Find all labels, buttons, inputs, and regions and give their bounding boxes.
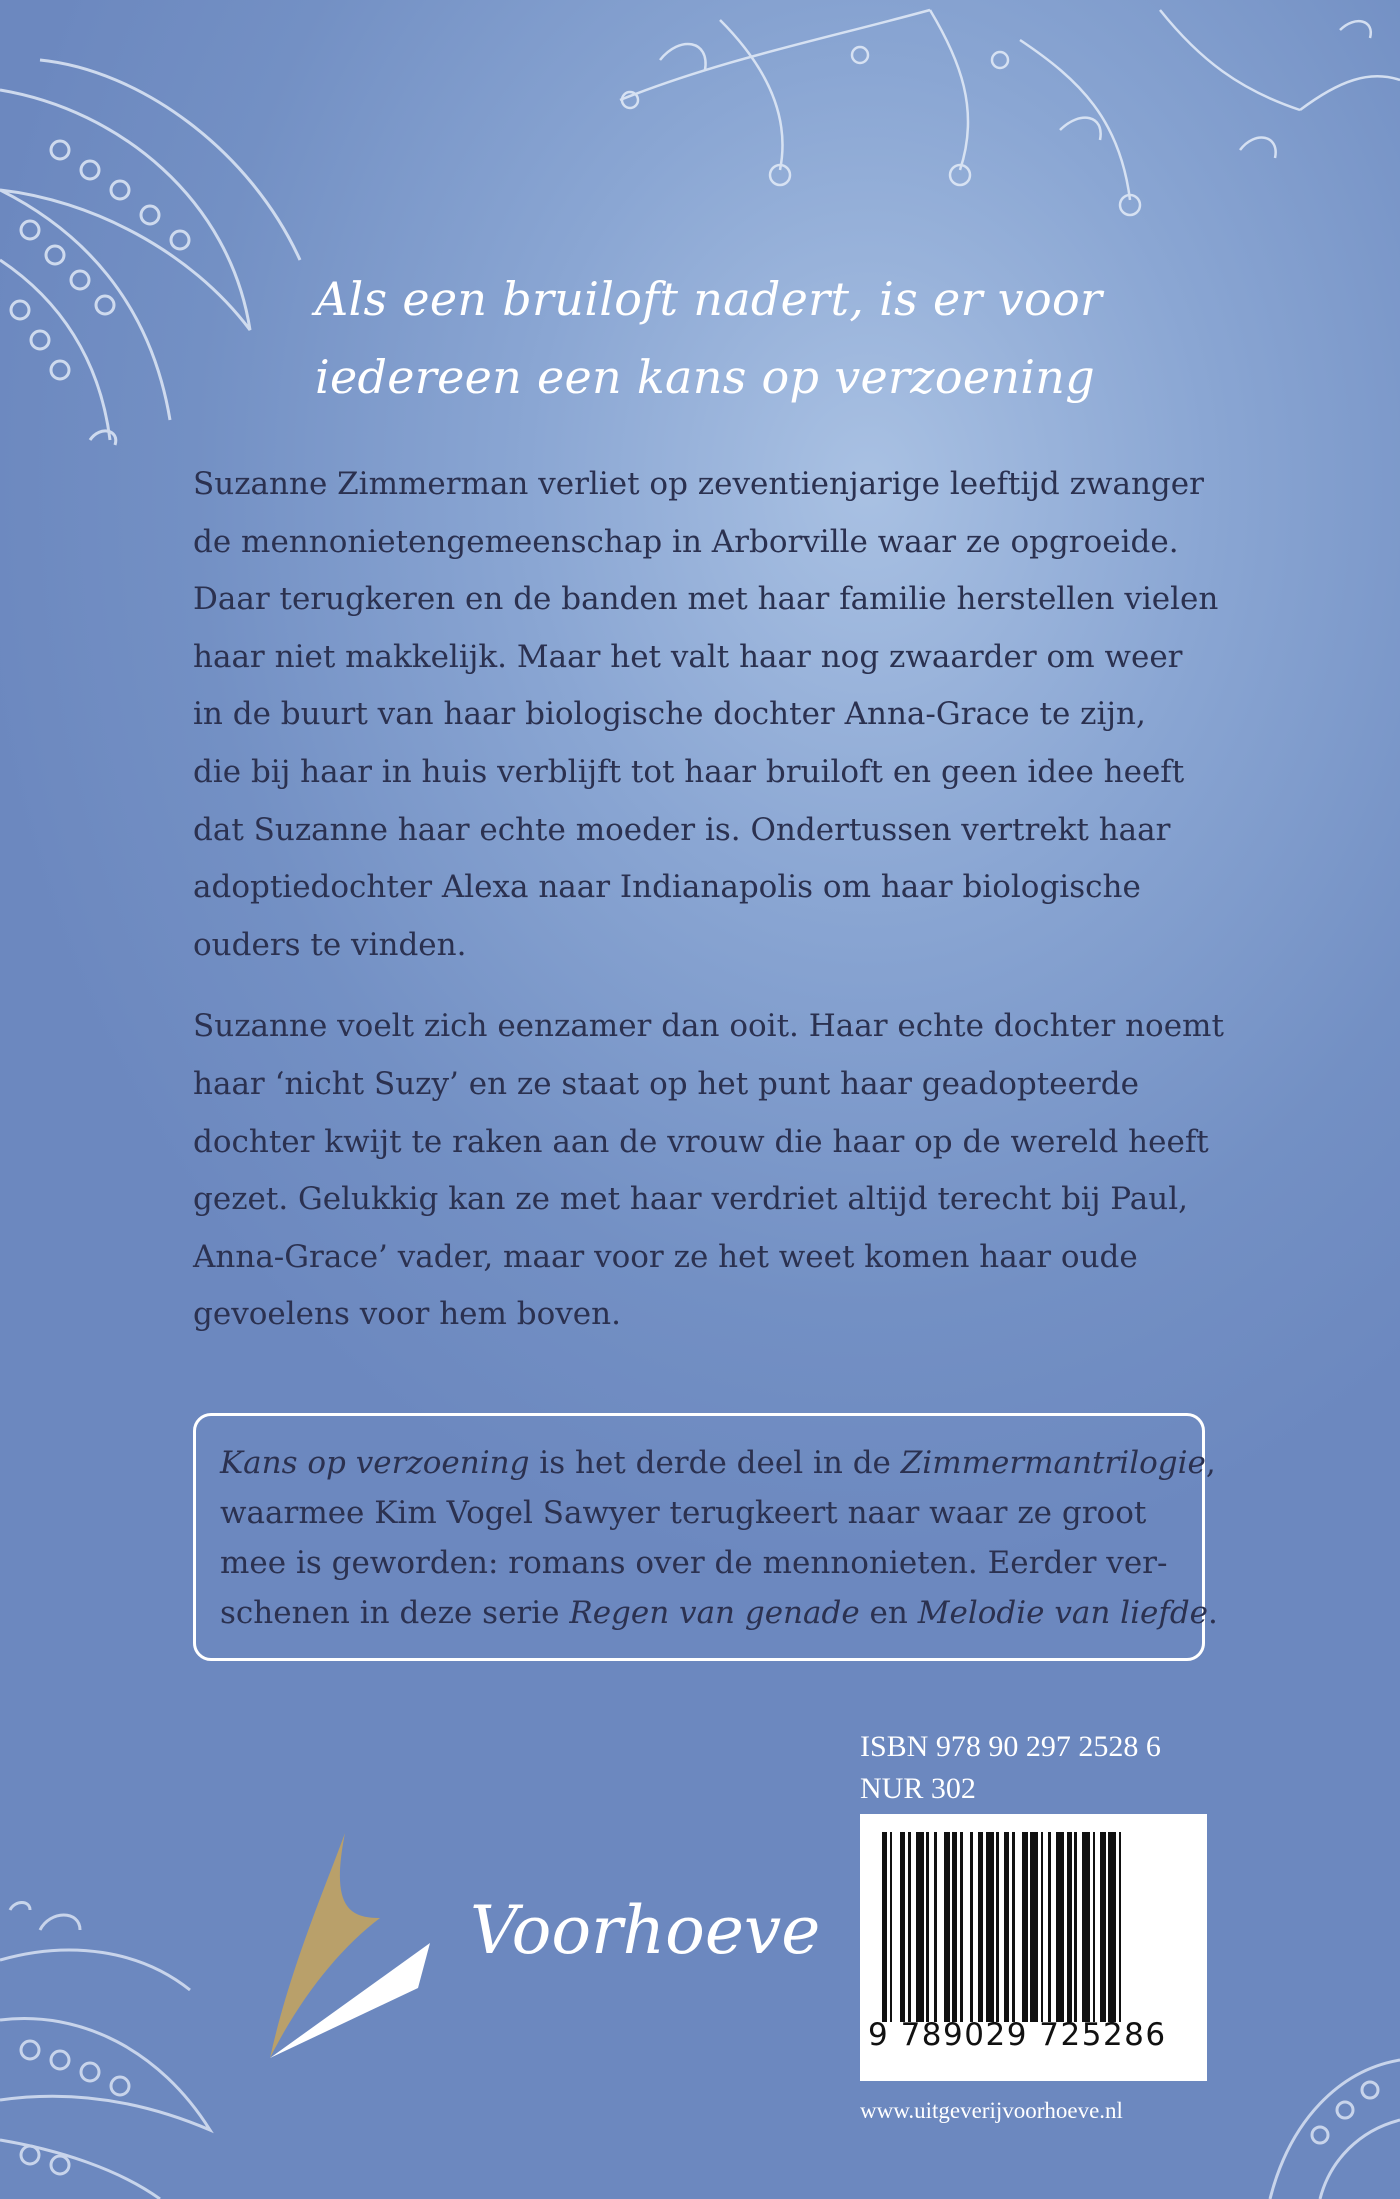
barcode-digits: 9 789029 725286: [868, 2017, 1167, 2053]
barcode-bar: [916, 1832, 924, 2022]
publisher-name: Voorhoeve: [470, 1892, 821, 1969]
info-text: is het derde deel in de: [529, 1445, 901, 1481]
barcode-bar: [882, 1832, 887, 2022]
barcode-bar: [978, 1832, 983, 2022]
barcode-bar: [934, 1832, 937, 2022]
blurb-line: adoptiedochter Alexa naar Indianapolis om haar biologische: [193, 869, 1141, 906]
barcode-bar: [1082, 1832, 1090, 2022]
info-text: ,: [1205, 1445, 1216, 1481]
blurb-line: haar niet makkelijk. Maar het valt haar nog zwaarder om weer: [193, 638, 1183, 675]
barcode-bar: [1022, 1832, 1027, 2022]
blurb-paragraph-1: [193, 456, 1219, 974]
info-text: .: [1208, 1595, 1218, 1631]
barcode-bar: [960, 1832, 963, 2022]
blurb-line: haar ‘nicht Suzy’ en ze staat op het punt haar geadopteerde: [193, 1065, 1139, 1102]
blurb-line: dochter kwijt te raken aan de vrouw die haar op de wereld heeft: [193, 1123, 1209, 1160]
blurb-line: dat Suzanne haar echte moeder is. Ondertussen vertrekt haar: [193, 811, 1171, 848]
info-line-1: [220, 1438, 1216, 1488]
blurb-line: ouders te vinden.: [193, 926, 467, 963]
barcode: [860, 1814, 1207, 2081]
barcode-bar: [1012, 1832, 1015, 2022]
barcode-bar: [1108, 1832, 1116, 2022]
blurb-line: gevoelens voor hem boven.: [193, 1296, 621, 1333]
bottom-left-feather-ornament: [0, 1900, 270, 2199]
blurb-line: Suzanne Zimmerman verliet op zeventienjarige leeftijd zwanger: [193, 466, 1204, 502]
barcode-bar: [996, 1832, 999, 2022]
barcode-bar: [1048, 1832, 1051, 2022]
isbn: ISBN 978 90 297 2528 6: [860, 1730, 1161, 1763]
series-book-2: Melodie van liefde: [917, 1595, 1209, 1631]
blurb: [193, 456, 1224, 1368]
tagline: [315, 260, 1215, 416]
tagline-line-1: Als een bruiloft nadert, is er voor: [315, 272, 1103, 326]
blurb-line: gezet. Gelukkig kan ze met haar verdriet altijd terecht bij Paul,: [193, 1181, 1188, 1218]
barcode-bar: [900, 1832, 905, 2022]
info-line-3: mee is geworden: romans over de mennonieten. Eerder ver-: [220, 1545, 1168, 1581]
barcode-bar: [890, 1832, 893, 2022]
barcode-bar: [944, 1832, 949, 2022]
barcode-bar: [1030, 1832, 1038, 2022]
barcode-bar: [1119, 1832, 1122, 2022]
isbn-block: [860, 1726, 1161, 1810]
info-line-4: [220, 1588, 1218, 1638]
publisher-website: www.uitgeverijvoorhoeve.nl: [860, 2098, 1123, 2123]
book-title: Kans op verzoening: [220, 1445, 530, 1481]
barcode-bar: [908, 1832, 911, 2022]
barcode-bar: [1067, 1832, 1072, 2022]
barcode-bar: [986, 1832, 994, 2022]
bottom-right-feather-ornament: [1250, 2030, 1400, 2199]
barcode-bar: [926, 1832, 929, 2022]
info-line-2: waarmee Kim Vogel Sawyer terugkeert naar waar ze groot: [220, 1495, 1147, 1531]
blurb-line: Daar terugkeren en de banden met haar familie herstellen vielen: [193, 581, 1219, 618]
top-left-feather-ornament: [0, 0, 360, 470]
nur-code: NUR 302: [860, 1772, 976, 1805]
barcode-bar: [1100, 1832, 1105, 2022]
blurb-line: Suzanne voelt zich eenzamer dan ooit. Haar echte dochter noemt: [193, 1008, 1224, 1045]
series-info-box: [193, 1413, 1218, 1661]
barcode-bars: [882, 1832, 1185, 2022]
blurb-line: die bij haar in huis verblijft tot haar bruiloft en geen idee heeft: [193, 753, 1185, 790]
barcode-bar: [1093, 1832, 1096, 2022]
trilogy-title: Zimmermantrilogie: [900, 1445, 1206, 1481]
barcode-bar: [970, 1832, 973, 2022]
barcode-bar: [1004, 1832, 1009, 2022]
top-right-vine-ornament: [600, 0, 1400, 230]
blurb-paragraph-2: [193, 998, 1224, 1344]
blurb-line: de mennonietengemeenschap in Arborville waar ze opgroeide.: [193, 523, 1179, 560]
tagline-line-2: iedereen een kans op verzoening: [315, 350, 1095, 404]
series-book-1: Regen van genade: [569, 1595, 860, 1631]
info-text: schenen in deze serie: [220, 1595, 570, 1631]
blurb-line: in de buurt van haar biologische dochter Anna-Grace te zijn,: [193, 696, 1146, 733]
blurb-line: Anna-Grace’ vader, maar voor ze het weet komen haar oude: [193, 1238, 1138, 1275]
barcode-bar: [1041, 1832, 1044, 2022]
barcode-bar: [952, 1832, 957, 2022]
barcode-bar: [1074, 1832, 1077, 2022]
barcode-bar: [1056, 1832, 1064, 2022]
info-text: en: [859, 1595, 918, 1631]
